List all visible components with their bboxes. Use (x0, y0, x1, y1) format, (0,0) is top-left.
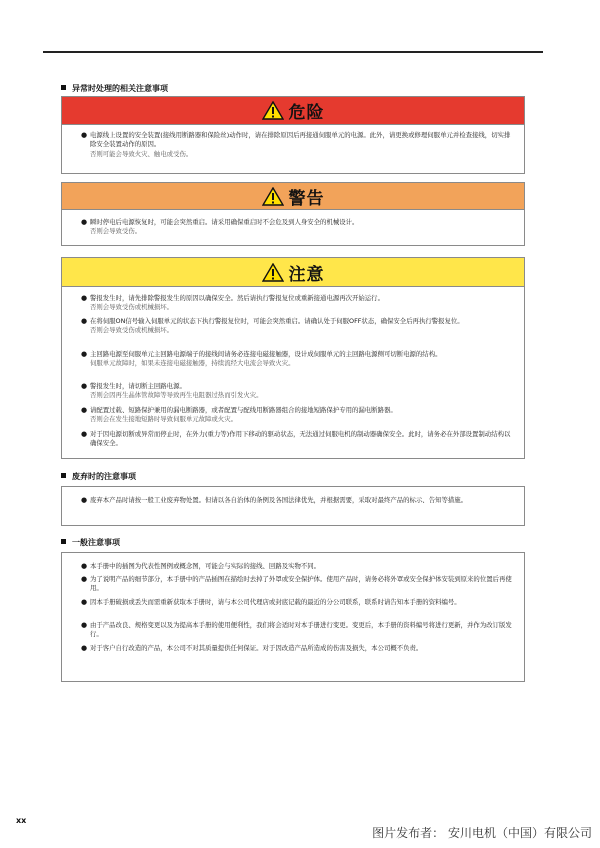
list-item: ● 废弃本产品时请按一般工业废弃物处置。但请以各自治体的条例及各国法律优先，并根据需要，采取对最终产品的标示、告知等措施。 (81, 496, 468, 504)
caution-box (61, 257, 525, 459)
list-item: ● 警报发生时，请先排除警报发生的原因以确保安全。然后请执行警报复位或重新接通电源再次开始运行。 否则会导致受伤或机械损坏。 (81, 294, 384, 312)
disposal-box (61, 486, 525, 526)
section-title-disposal: 废弃时的注意事项 (61, 472, 136, 482)
list-item: ● 由于产品改良、规格变更以及为提高本手册的使用便利性，我们将会适时对本手册进行变更。变更后，本手册的资料编号将进行更新，并作为改订版发行。 (81, 621, 512, 639)
square-bullet-icon (61, 473, 66, 478)
warning-banner (62, 183, 524, 210)
list-item: ● 警报发生时，请切断主回路电源。 否则会因再生晶体管故障等导致再生电阻器过热而引发火灾。 (81, 382, 263, 400)
list-item: ● 为了说明产品的细节部分，本手册中的产品插图在描绘时去掉了外罩或安全保护体。使用产品时，请务必将外罩或安全保护体安装到原来的位置后再使用。 (81, 575, 512, 593)
square-bullet-icon (61, 85, 66, 90)
list-item: ● 对于因电源切断或异常而停止时，在外力(重力等)作用下移动的驱动状态，无法通过伺服电机的制动器确保安全。此时，请务必在外部设置制动结构以确保安全。 (81, 430, 511, 448)
warning-triangle-icon (262, 263, 284, 282)
list-item: ● 对于客户自行改造的产品，本公司不对其质量提供任何保证。对于因改造产品所造成的伤害及损失，本公司概不负责。 (81, 644, 423, 652)
list-item: ● 在将伺服ON信号输入伺服单元的状态下执行警报复位时，可能会突然重启。请确认处于伺服OFF状态，确保安全后再执行警报复位。 否则会导致受伤或机械损坏。 (81, 317, 464, 335)
publisher-caption: 图片发布者： 安川电机（中国）有限公司 (372, 826, 592, 840)
list-item: ● 本手册中的插图为代表性图例或概念图，可能会与实际的接线、回路及实物不同。 (81, 562, 321, 570)
list-item: ● 瞬时停电后电源恢复时，可能会突然重启。请采用确保重启时不会危及到人身安全的机械设计。 否则会导致受伤。 (81, 218, 359, 236)
warning-box (61, 182, 525, 246)
warning-label: 警告 (288, 188, 325, 209)
caution-banner (62, 258, 524, 287)
square-bullet-icon (61, 539, 66, 544)
general-box (61, 552, 525, 682)
list-item: ● 请配置过载、短路保护兼用的漏电断路器，或者配置与配线用断路器组合的接地短路保护专用的漏电断路器。 否则会在发生接地短路时导致伺服单元故障或火灾。 (81, 406, 397, 424)
list-item: ● 主回路电源至伺服单元主回路电源端子的接线间请务必连接电磁接触器，设计成伺服单元的主回路电源侧可切断电源的结构。 伺服单元故障时，如果未连接电磁接触器，持续流经大电流会导致火灾。 (81, 350, 442, 368)
caution-label: 注意 (288, 264, 325, 285)
page-number: xx (16, 816, 27, 825)
danger-box (61, 96, 525, 174)
section-title-abnormal: 异常时处理的相关注意事项 (61, 84, 168, 94)
list-item: ● 电源线上设置的安全装置(接线用断路器和保险丝)动作时，请在排除原因后再接通伺服单元的电源。此外，请更换或修理伺服单元并检查接线，切实排除安全装置动作的原因。 否则可能会导致火灾、触电或受伤。 (81, 131, 511, 158)
danger-label: 危险 (288, 103, 325, 123)
warning-triangle-icon (262, 187, 284, 206)
list-item: ● 因本手册破损或丢失而需重新获取本手册时，请与本公司代理店或封底记载的最近的分公司联系，联系时请告知本手册的资料编号。 (81, 598, 461, 606)
section-title-general: 一般注意事项 (61, 538, 120, 548)
warning-triangle-icon (262, 101, 284, 120)
top-rule (43, 51, 543, 53)
danger-banner (62, 97, 524, 125)
